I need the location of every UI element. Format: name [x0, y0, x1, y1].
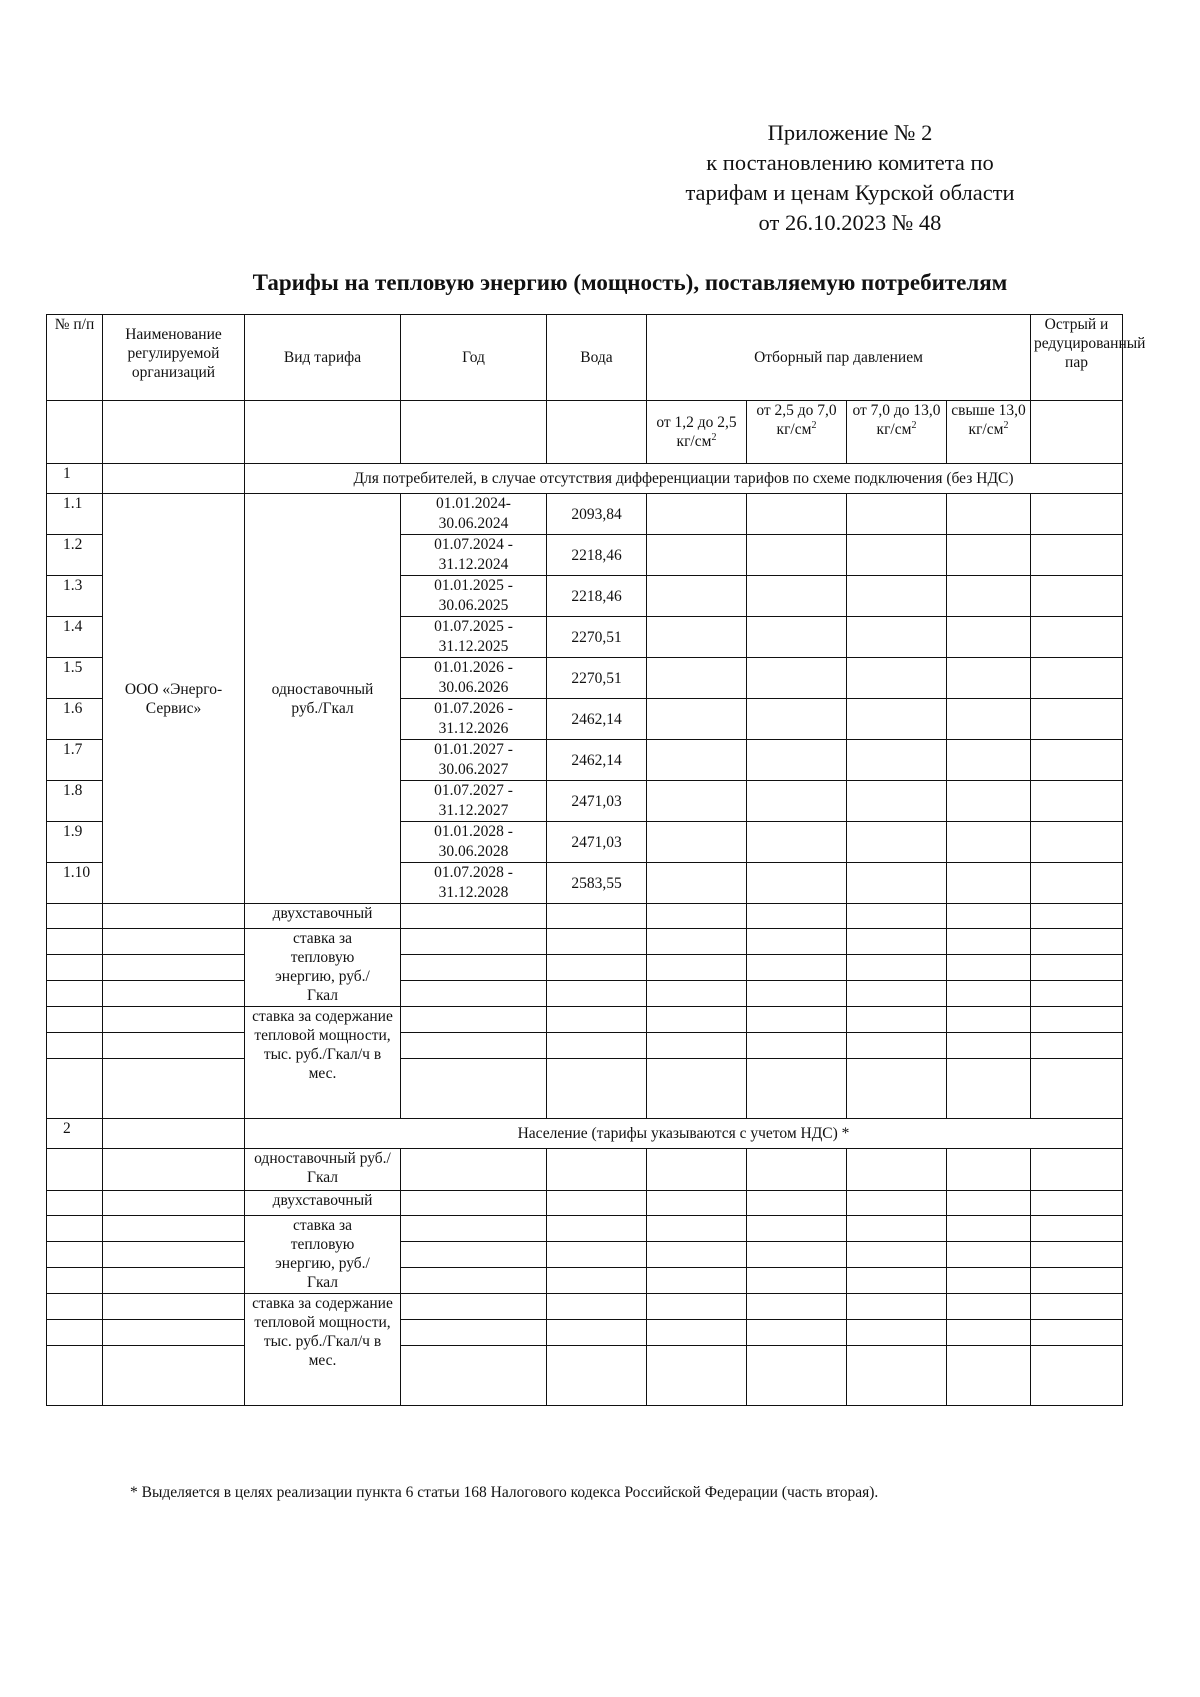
empty-cell [747, 929, 847, 955]
empty-cell [103, 1033, 245, 1059]
row-num: 1.1 [47, 494, 103, 535]
empty-cell [1031, 1007, 1123, 1033]
empty-cell [647, 1191, 747, 1216]
section-2-label: Население (тарифы указываются с учетом НДС) * [245, 1119, 1123, 1149]
empty-cell [747, 658, 847, 699]
empty-cell [401, 904, 547, 929]
heat-rate-row [47, 929, 1123, 955]
header-org: Наименование регулируемой организаций [103, 315, 245, 401]
empty-cell [547, 904, 647, 929]
empty-cell [1031, 1320, 1123, 1346]
empty-cell [747, 1059, 847, 1119]
empty-cell [103, 1320, 245, 1346]
water-tariff-value: 2583,55 [547, 863, 647, 904]
empty-cell [847, 1346, 947, 1406]
empty-cell [47, 1320, 103, 1346]
empty-cell [747, 1007, 847, 1033]
empty-cell [747, 617, 847, 658]
empty-cell [847, 1033, 947, 1059]
empty-cell [947, 1346, 1031, 1406]
capacity-rate-label: ставка за содержание тепловой мощности, тыс. руб./Гкал/ч в мес. [245, 1007, 401, 1119]
empty-cell [647, 1033, 747, 1059]
empty-cell [1031, 929, 1123, 955]
empty-cell [47, 1216, 103, 1242]
appendix-line-2: к постановлению комитета по [706, 150, 994, 175]
water-tariff-value: 2462,14 [547, 699, 647, 740]
empty-cell [847, 929, 947, 955]
empty-cell [947, 904, 1031, 929]
empty-cell [401, 1320, 547, 1346]
empty-cell [847, 981, 947, 1007]
row-num: 1.8 [47, 781, 103, 822]
water-tariff-value: 2471,03 [547, 781, 647, 822]
empty-cell [947, 1059, 1031, 1119]
empty-cell [1031, 576, 1123, 617]
row-num: 1.6 [47, 699, 103, 740]
one-rate-row [47, 1149, 1123, 1191]
empty-cell [547, 1346, 647, 1406]
empty-cell [847, 1216, 947, 1242]
empty-cell [47, 1033, 103, 1059]
empty-cell [47, 1007, 103, 1033]
empty-cell [647, 494, 747, 535]
empty-cell [647, 1346, 747, 1406]
empty-cell [547, 1007, 647, 1033]
empty-cell [1031, 1268, 1123, 1294]
period: 01.07.2025 - 31.12.2025 [401, 617, 547, 658]
empty-cell [947, 1033, 1031, 1059]
empty-cell [1031, 535, 1123, 576]
empty-cell [47, 1059, 103, 1119]
empty-cell [947, 822, 1031, 863]
water-tariff-value: 2270,51 [547, 617, 647, 658]
header-year: Год [401, 315, 547, 401]
empty-cell [647, 1149, 747, 1191]
row-num: 1.5 [47, 658, 103, 699]
empty-cell [647, 955, 747, 981]
header-row [47, 315, 1123, 401]
empty-cell [47, 1191, 103, 1216]
tariff-type-two-rate: двухставочный [245, 1191, 401, 1216]
row-num: 1.2 [47, 535, 103, 576]
empty-cell [947, 658, 1031, 699]
empty-cell [847, 740, 947, 781]
empty-cell [647, 904, 747, 929]
header-steam: Отборный пар давлением [647, 315, 1031, 401]
section-1-empty [103, 464, 245, 494]
empty-cell [647, 863, 747, 904]
capacity-rate-row [47, 1033, 1123, 1059]
heat-rate-row [47, 1268, 1123, 1294]
empty-cell [747, 535, 847, 576]
empty-cell [103, 929, 245, 955]
period: 01.01.2024-30.06.2024 [401, 494, 547, 535]
empty-cell [47, 1149, 103, 1191]
subheader-empty-cell [547, 401, 647, 464]
empty-cell [947, 1242, 1031, 1268]
section-1-row [47, 464, 1123, 494]
empty-cell [947, 981, 1031, 1007]
empty-cell [747, 494, 847, 535]
empty-cell [847, 1268, 947, 1294]
empty-cell [647, 1268, 747, 1294]
empty-cell [947, 699, 1031, 740]
empty-cell [547, 1268, 647, 1294]
empty-cell [103, 1242, 245, 1268]
period: 01.07.2028 - 31.12.2028 [401, 863, 547, 904]
water-tariff-value: 2270,51 [547, 658, 647, 699]
period: 01.01.2027 - 30.06.2027 [401, 740, 547, 781]
empty-cell [847, 1242, 947, 1268]
tariff-row [47, 494, 1123, 535]
empty-cell [401, 1346, 547, 1406]
heat-rate-row [47, 955, 1123, 981]
header-num: № п/п [47, 315, 103, 401]
capacity-rate-row [47, 1320, 1123, 1346]
section-2-num: 2 [47, 1119, 103, 1149]
empty-cell [847, 904, 947, 929]
subheader-empty-cell [401, 401, 547, 464]
empty-cell [547, 1149, 647, 1191]
empty-cell [401, 1268, 547, 1294]
empty-cell [747, 863, 847, 904]
row-num: 1.10 [47, 863, 103, 904]
appendix-block [620, 118, 1080, 238]
empty-cell [103, 1216, 245, 1242]
empty-cell [647, 617, 747, 658]
empty-cell [847, 658, 947, 699]
period: 01.01.2025 - 30.06.2025 [401, 576, 547, 617]
appendix-line-3: тарифам и ценам Курской области [685, 180, 1015, 205]
empty-cell [47, 904, 103, 929]
empty-cell [847, 1191, 947, 1216]
row-num: 1.9 [47, 822, 103, 863]
empty-cell [401, 1149, 547, 1191]
row-num: 1.4 [47, 617, 103, 658]
heat-energy-rate-label: ставка за тепловую энергию, руб./Гкал [245, 1216, 401, 1294]
empty-cell [47, 1294, 103, 1320]
tariff-type-two-rate: двухставочный [245, 904, 401, 929]
empty-cell [547, 1216, 647, 1242]
empty-cell [847, 699, 947, 740]
empty-cell [747, 1191, 847, 1216]
subheader-row [47, 401, 1123, 464]
period: 01.07.2026 - 31.12.2026 [401, 699, 547, 740]
empty-cell [647, 1007, 747, 1033]
empty-cell [47, 981, 103, 1007]
empty-cell [847, 781, 947, 822]
empty-cell [1031, 1149, 1123, 1191]
empty-cell [947, 494, 1031, 535]
empty-cell [401, 981, 547, 1007]
empty-cell [747, 1242, 847, 1268]
empty-cell [747, 1216, 847, 1242]
row-num: 1.3 [47, 576, 103, 617]
empty-cell [547, 981, 647, 1007]
empty-cell [103, 1191, 245, 1216]
empty-cell [647, 1059, 747, 1119]
empty-cell [847, 1007, 947, 1033]
empty-cell [1031, 863, 1123, 904]
pressure-3: от 7,0 до 13,0 $кг/см^2$ [847, 401, 947, 464]
empty-cell [103, 981, 245, 1007]
tariff-type-one-rate-population: одноставочный руб./Гкал [245, 1149, 401, 1191]
empty-cell [647, 1216, 747, 1242]
two-rate-row [47, 1191, 1123, 1216]
empty-cell [1031, 1033, 1123, 1059]
empty-cell [947, 781, 1031, 822]
empty-cell [401, 1033, 547, 1059]
empty-cell [401, 1242, 547, 1268]
empty-cell [647, 929, 747, 955]
document-title: Тарифы на тепловую энергию (мощность), поставляемую потребителям [252, 270, 1008, 295]
empty-cell [547, 955, 647, 981]
water-tariff-value: 2471,03 [547, 822, 647, 863]
tariff-type-one-rate: одноставочный руб./Гкал [245, 494, 401, 904]
organization-name: ООО «Энерго-Сервис» [103, 494, 245, 904]
empty-cell [947, 535, 1031, 576]
empty-cell [103, 1059, 245, 1119]
empty-cell [547, 1033, 647, 1059]
empty-cell [647, 699, 747, 740]
empty-cell [1031, 494, 1123, 535]
empty-cell [747, 822, 847, 863]
subheader-empty-cell [103, 401, 245, 464]
empty-cell [747, 576, 847, 617]
subheader-empty-cell [47, 401, 103, 464]
empty-cell [747, 1268, 847, 1294]
empty-cell [1031, 1216, 1123, 1242]
empty-cell [1031, 955, 1123, 981]
empty-cell [401, 1007, 547, 1033]
empty-cell [547, 929, 647, 955]
empty-cell [847, 1059, 947, 1119]
empty-cell [547, 1191, 647, 1216]
period: 01.07.2024 - 31.12.2024 [401, 535, 547, 576]
empty-cell [47, 1346, 103, 1406]
empty-cell [103, 904, 245, 929]
water-tariff-value: 2462,14 [547, 740, 647, 781]
empty-cell [747, 699, 847, 740]
pressure-1: от 1,2 до 2,5 $кг/см^2$ [647, 401, 747, 464]
empty-cell [947, 1294, 1031, 1320]
empty-cell [947, 1268, 1031, 1294]
pressure-2: от 2,5 до 7,0 $кг/см^2$ [747, 401, 847, 464]
empty-cell [1031, 1294, 1123, 1320]
empty-cell [647, 658, 747, 699]
empty-cell [401, 955, 547, 981]
empty-cell [847, 1149, 947, 1191]
empty-cell [847, 955, 947, 981]
header-water: Вода [547, 315, 647, 401]
subheader-empty-cell [245, 401, 401, 464]
header-tariff-type: Вид тарифа [245, 315, 401, 401]
section-1-label: Для потребителей, в случае отсутствия дифференциации тарифов по схеме подключения (без НДС) [245, 464, 1123, 494]
empty-cell [1031, 904, 1123, 929]
empty-cell [747, 1149, 847, 1191]
empty-cell [647, 576, 747, 617]
empty-cell [547, 1059, 647, 1119]
empty-cell [947, 863, 1031, 904]
two-rate-row [47, 904, 1123, 929]
subheader-empty-cell [1031, 401, 1123, 464]
empty-cell [747, 740, 847, 781]
empty-cell [647, 822, 747, 863]
pressure-4: свыше 13,0 $кг/см^2$ [947, 401, 1031, 464]
water-tariff-value: 2093,84 [547, 494, 647, 535]
empty-cell [401, 1059, 547, 1119]
section-2-empty [103, 1119, 245, 1149]
empty-cell [947, 1216, 1031, 1242]
empty-cell [401, 1216, 547, 1242]
empty-cell [401, 1191, 547, 1216]
empty-cell [947, 617, 1031, 658]
empty-cell [103, 1149, 245, 1191]
empty-cell [947, 1320, 1031, 1346]
empty-cell [847, 822, 947, 863]
water-tariff-value: 2218,46 [547, 535, 647, 576]
empty-cell [1031, 781, 1123, 822]
row-num: 1.7 [47, 740, 103, 781]
period: 01.01.2028 - 30.06.2028 [401, 822, 547, 863]
empty-cell [747, 1320, 847, 1346]
header-sharp-steam: Острый и редуцированный пар [1031, 315, 1123, 401]
empty-cell [747, 1033, 847, 1059]
empty-cell [947, 929, 1031, 955]
empty-cell [1031, 822, 1123, 863]
empty-cell [647, 1320, 747, 1346]
empty-cell [647, 1242, 747, 1268]
footnote: * Выделяется в целях реализации пункта 6 статьи 168 Налогового кодекса Российской Федерации (часть вторая). [130, 1484, 879, 1501]
empty-cell [1031, 1191, 1123, 1216]
empty-cell [747, 1294, 847, 1320]
empty-cell [647, 981, 747, 1007]
period: 01.07.2027 - 31.12.2027 [401, 781, 547, 822]
empty-cell [547, 1242, 647, 1268]
empty-cell [1031, 617, 1123, 658]
empty-cell [947, 740, 1031, 781]
empty-cell [103, 1346, 245, 1406]
heat-energy-rate-label: ставка за тепловую энергию, руб./Гкал [245, 929, 401, 1007]
empty-cell [1031, 699, 1123, 740]
capacity-rate-row [47, 1346, 1123, 1406]
empty-cell [103, 955, 245, 981]
appendix-line-4: от 26.10.2023 № 48 [758, 210, 942, 235]
empty-cell [103, 1007, 245, 1033]
empty-cell [847, 863, 947, 904]
empty-cell [747, 781, 847, 822]
empty-cell [947, 1191, 1031, 1216]
tariff-table-body [47, 315, 1146, 1406]
empty-cell [647, 781, 747, 822]
empty-cell [103, 1294, 245, 1320]
empty-cell [47, 955, 103, 981]
empty-cell [747, 981, 847, 1007]
empty-cell [1031, 981, 1123, 1007]
appendix-line-1: Приложение № 2 [767, 120, 933, 145]
empty-cell [47, 1268, 103, 1294]
empty-cell [847, 1320, 947, 1346]
empty-cell [647, 1294, 747, 1320]
period: 01.01.2026 - 30.06.2026 [401, 658, 547, 699]
empty-cell [747, 955, 847, 981]
empty-cell [547, 1320, 647, 1346]
heat-rate-row [47, 1216, 1123, 1242]
empty-cell [647, 740, 747, 781]
empty-cell [47, 929, 103, 955]
empty-cell [1031, 658, 1123, 699]
water-tariff-value: 2218,46 [547, 576, 647, 617]
empty-cell [847, 617, 947, 658]
empty-cell [547, 1294, 647, 1320]
empty-cell [401, 1294, 547, 1320]
section-1-num: 1 [47, 464, 103, 494]
empty-cell [847, 1294, 947, 1320]
empty-cell [947, 955, 1031, 981]
empty-cell [847, 494, 947, 535]
empty-cell [747, 904, 847, 929]
empty-cell [647, 535, 747, 576]
section-2-row [47, 1119, 1123, 1149]
empty-cell [947, 576, 1031, 617]
capacity-rate-row [47, 1059, 1123, 1119]
empty-cell [401, 929, 547, 955]
capacity-rate-label: ставка за содержание тепловой мощности, тыс. руб./Гкал/ч в мес. [245, 1294, 401, 1406]
empty-cell [847, 535, 947, 576]
capacity-rate-row [47, 1007, 1123, 1033]
empty-cell [1031, 1059, 1123, 1119]
empty-cell [947, 1007, 1031, 1033]
empty-cell [747, 1346, 847, 1406]
heat-rate-row [47, 981, 1123, 1007]
heat-rate-row [47, 1242, 1123, 1268]
empty-cell [1031, 1242, 1123, 1268]
empty-cell [947, 1149, 1031, 1191]
empty-cell [47, 1242, 103, 1268]
empty-cell [847, 576, 947, 617]
capacity-rate-row [47, 1294, 1123, 1320]
empty-cell [103, 1268, 245, 1294]
tariff-table [46, 314, 1146, 1406]
empty-cell [1031, 1346, 1123, 1406]
empty-cell [1031, 740, 1123, 781]
